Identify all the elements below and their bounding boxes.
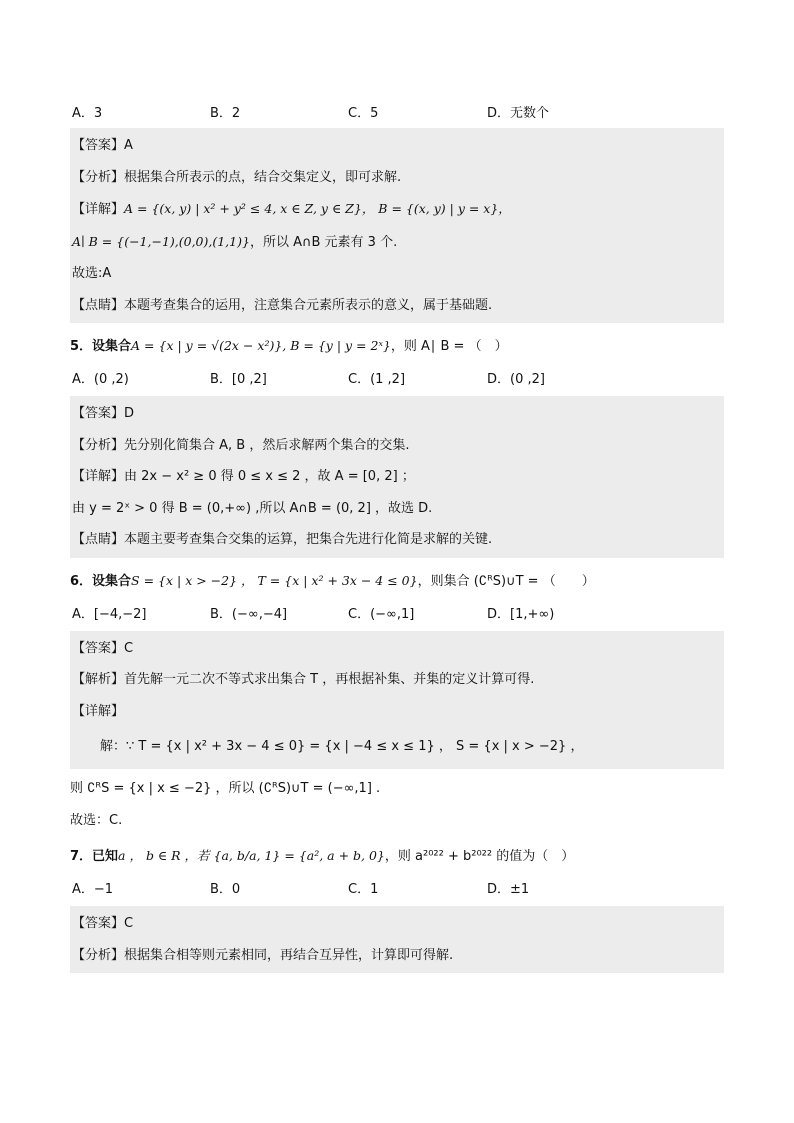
comment-tag: 【点睛】 bbox=[72, 532, 125, 547]
answer-tag: 【答案】 bbox=[72, 640, 125, 656]
answer-tag: 【答案】 bbox=[72, 916, 125, 931]
q5-math: A = {x | y = √(2x − x²)}, B = {y | y = 2ˣ} bbox=[131, 338, 391, 353]
detail-text-2: ，所以 A∩B 元素有 3 个. bbox=[249, 234, 398, 250]
option-a: A．(0 ,2) bbox=[72, 372, 129, 387]
detail-line: 解：∵ T = {x | x² + 3x − 4 ≤ 0} = {x | −4 ≤ x ≤ 1} ， S = {x | x > −2} ， bbox=[100, 739, 584, 754]
q7-stem bbox=[70, 839, 724, 874]
q7-options bbox=[70, 874, 724, 900]
option-a: A．3 bbox=[72, 106, 103, 121]
detail-line bbox=[72, 461, 718, 493]
detail-tag-line: 【详解】 bbox=[72, 703, 125, 719]
option-b: B．[0 ,2] bbox=[210, 372, 267, 387]
answer-value: C bbox=[124, 916, 134, 931]
option-c: C．(−∞,1] bbox=[348, 606, 415, 622]
detail-math-2: A∣ B = {(−1,−1),(0,0),(1,1)} bbox=[72, 233, 250, 249]
answer-line bbox=[72, 908, 718, 940]
option-b: B．0 bbox=[210, 882, 241, 897]
option-d: D．[1,+∞) bbox=[487, 606, 555, 622]
q6-solution-box bbox=[70, 631, 724, 770]
analysis-text: 先分别化简集合 A, B ，然后求解两个集合的交集. bbox=[124, 437, 410, 453]
q7-prefix: 7．已知 bbox=[70, 849, 119, 864]
analysis-line bbox=[72, 162, 718, 194]
detail-text: 由 2x − x² ≥ 0 得 0 ≤ x ≤ 2 ，故 A = [0, 2] ； bbox=[124, 469, 415, 484]
q7-solution-box bbox=[70, 906, 724, 973]
answer-line bbox=[72, 398, 718, 430]
q7-math: a ， b ∈ R ，若 {a, b/a, 1} = {a², a + b, 0} bbox=[118, 848, 385, 863]
choose-line: 故选:A bbox=[72, 266, 112, 281]
q6-prefix: 6．设集合 bbox=[70, 573, 132, 589]
answer-tag: 【答案】 bbox=[72, 406, 125, 421]
q6-options bbox=[70, 599, 724, 625]
q5-stem bbox=[70, 329, 724, 364]
q6-stem bbox=[70, 564, 724, 599]
analysis-line bbox=[72, 940, 718, 972]
answer-value: A bbox=[124, 138, 133, 153]
answer-line bbox=[72, 130, 718, 162]
q6-detail-line-2: 则 ∁ᴿS = {x | x ≤ −2} ，所以 (∁ᴿS)∪T = (−∞,1] . bbox=[70, 781, 381, 796]
q6-suffix: ，则集合 (∁ᴿS)∪T = （ ） bbox=[417, 573, 595, 589]
answer-value: C bbox=[124, 640, 134, 656]
document-page bbox=[70, 98, 724, 973]
analysis-line bbox=[72, 430, 718, 462]
analysis-text: 根据集合所表示的点，结合交集定义，即可求解. bbox=[124, 169, 402, 185]
option-d: D．±1 bbox=[487, 882, 530, 897]
answer-line bbox=[72, 633, 718, 665]
q7-suffix: ，则 a²⁰²² + b²⁰²² 的值为（ ） bbox=[384, 849, 575, 864]
detail-math: A = {(x, y) | x² + y² ≤ 4, x ∈ Z, y ∈ Z}， B = {(x, y) | y = x}， bbox=[124, 201, 511, 216]
detail-line bbox=[72, 193, 718, 226]
analysis-tag: 【分析】 bbox=[72, 169, 125, 185]
comment-line bbox=[72, 290, 718, 322]
option-c: C．5 bbox=[348, 106, 379, 121]
comment-tag: 【点睛】 bbox=[72, 297, 125, 313]
analysis-text: 首先解一元二次不等式求出集合 T ，再根据补集、并集的定义计算可得. bbox=[124, 672, 535, 687]
q6-math: S = {x | x > −2} ， T = {x | x² + 3x − 4 ≤ 0} bbox=[131, 572, 418, 588]
option-d: D．(0 ,2] bbox=[487, 372, 545, 387]
option-b: B．(−∞,−4] bbox=[210, 606, 288, 622]
option-d: D．无数个 bbox=[487, 106, 550, 121]
q5-options bbox=[70, 364, 724, 390]
analysis-tag: 【解析】 bbox=[72, 672, 125, 687]
detail-tag: 【详解】 bbox=[72, 202, 125, 217]
option-c: C．(1 ,2] bbox=[348, 372, 406, 387]
analysis-tag: 【分析】 bbox=[72, 947, 125, 963]
option-c: C．1 bbox=[348, 882, 379, 897]
option-b: B．2 bbox=[210, 106, 241, 121]
detail-tag: 【详解】 bbox=[72, 469, 125, 484]
q6-choose-line: 故选：C. bbox=[70, 813, 123, 828]
comment-text: 本题主要考查集合交集的运算，把集合先进行化简是求解的关键. bbox=[124, 532, 493, 547]
q4-solution-box bbox=[70, 128, 724, 323]
detail-line-2: 由 y = 2ˣ > 0 得 B = (0,+∞) ,所以 A∩B = (0, 2] ，故选 D. bbox=[72, 500, 433, 516]
option-a: A．−1 bbox=[72, 882, 114, 897]
comment-line bbox=[72, 524, 718, 556]
q5-suffix: ，则 A∣ B = （ ） bbox=[390, 339, 508, 354]
answer-value: D bbox=[124, 406, 135, 421]
analysis-text: 根据集合相等则元素相同，再结合互异性，计算即可得解. bbox=[124, 947, 454, 963]
q5-solution-box bbox=[70, 396, 724, 558]
option-a: A．[−4,−2] bbox=[72, 606, 147, 622]
analysis-tag: 【分析】 bbox=[72, 437, 125, 453]
answer-tag: 【答案】 bbox=[72, 138, 125, 153]
comment-text: 本题考查集合的运用，注意集合元素所表示的意义，属于基础题. bbox=[124, 297, 493, 313]
detail-line-2 bbox=[72, 226, 718, 259]
q5-prefix: 5．设集合 bbox=[70, 339, 132, 354]
analysis-line bbox=[72, 664, 718, 696]
q4-options bbox=[70, 98, 724, 124]
